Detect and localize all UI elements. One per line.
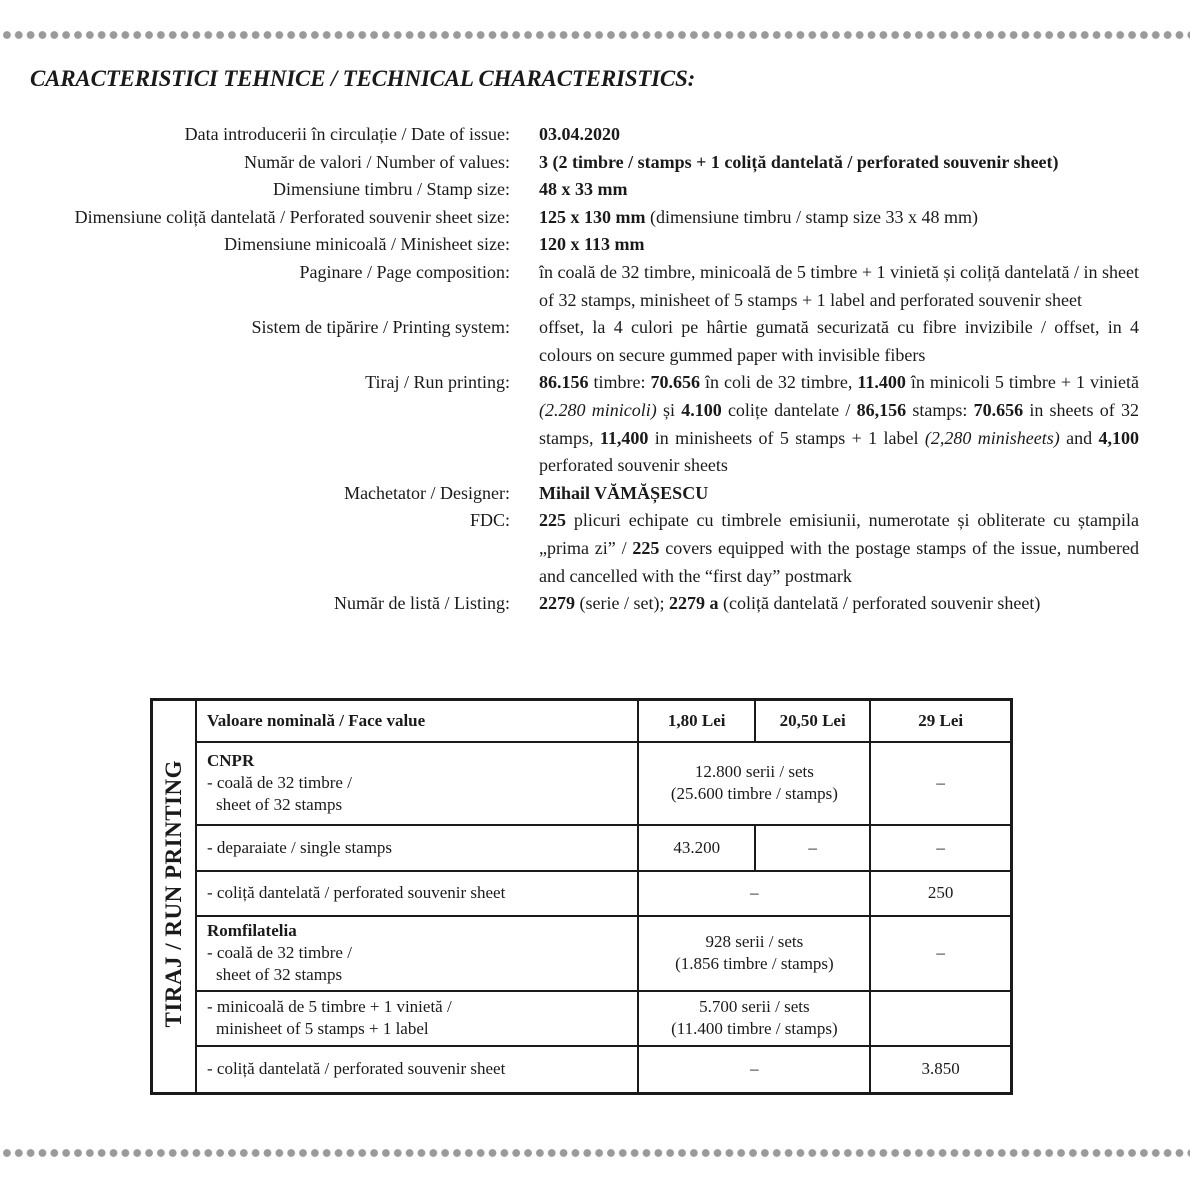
row-value: – — [638, 1046, 870, 1094]
row-value: – — [870, 825, 1011, 871]
value-header-2: 20,50 Lei — [755, 700, 870, 742]
row-value — [870, 991, 1011, 1046]
spec-value: 86.156 timbre: 70.656 în coli de 32 timbre, 11.400 în minicoli 5 timbre + 1 vinietă (2.280 minicoli) și 4.100 colițe dantelate / 86,156 stamps: 70.656 in sheets of 32 stamps, 11,400 in minisheets of 5 stamps + 1 label (2,280 minisheets) and 4,100 perforated souvenir sheets — [539, 372, 1140, 476]
spec-value: 125 x 130 mm (dimensiune timbru / stamp size 33 x 48 mm) — [539, 206, 978, 227]
value-header-3: 29 Lei — [870, 700, 1011, 742]
spec-value: 120 x 113 mm — [539, 234, 645, 255]
spec-label: Sistem de tipărire / Printing system: — [251, 317, 510, 338]
row-value: – — [870, 742, 1011, 825]
table-row — [152, 825, 1012, 871]
spec-row-sheet-size — [0, 204, 1190, 232]
spec-value: 48 x 33 mm — [539, 179, 628, 200]
spec-row-printing-system — [0, 314, 1190, 369]
side-label: TIRAJ / RUN PRINTING — [152, 700, 197, 1094]
spec-row-run-printing — [0, 369, 1190, 479]
spec-row-stamp-size — [0, 176, 1190, 204]
spec-value: 3 (2 timbre / stamps + 1 coliță dantelată / perforated souvenir sheet) — [539, 151, 1059, 172]
table-header-row — [152, 700, 1012, 742]
face-value-header: Valoare nominală / Face value — [196, 700, 638, 742]
spec-row-issue-date — [0, 121, 1190, 149]
table-row — [152, 916, 1012, 991]
spec-label: Număr de listă / Listing: — [334, 593, 510, 614]
run-printing-table — [150, 698, 1013, 1095]
row-value: 250 — [870, 871, 1011, 916]
spec-label: Machetator / Designer: — [344, 482, 510, 503]
table-row — [152, 1046, 1012, 1094]
spec-label: Dimensiune coliță dantelată / Perforated souvenir sheet size: — [74, 206, 510, 227]
spec-value: 03.04.2020 — [539, 124, 620, 144]
spec-label: Dimensiune timbru / Stamp size: — [273, 179, 510, 200]
row-label: - deparaiate / single stamps — [196, 825, 638, 871]
dotted-divider-top — [0, 30, 1190, 40]
spec-row-listing — [0, 590, 1190, 618]
row-value: 928 serii / sets (1.856 timbre / stamps) — [638, 916, 870, 991]
row-value: – — [755, 825, 870, 871]
table-row — [152, 871, 1012, 916]
row-label: CNPR - coală de 32 timbre / sheet of 32 stamps — [196, 742, 638, 825]
spec-label: Paginare / Page composition: — [299, 261, 510, 282]
technical-characteristics — [0, 121, 1190, 618]
row-value: 3.850 — [870, 1046, 1011, 1094]
value-header-1: 1,80 Lei — [638, 700, 754, 742]
row-label: Romfilatelia - coală de 32 timbre / sheet of 32 stamps — [196, 916, 638, 991]
spec-value: în coală de 32 timbre, minicoală de 5 timbre + 1 vinietă și coliță dantelată / in sheet of 32 stamps, minisheet of 5 stamps + 1 label and perforated souvenir sheet — [539, 261, 1139, 310]
spec-value: Mihail VĂMĂȘESCU — [539, 482, 709, 503]
row-label: - coliță dantelată / perforated souvenir sheet — [196, 871, 638, 916]
spec-row-fdc — [0, 507, 1190, 590]
spec-label: Tiraj / Run printing: — [365, 372, 510, 393]
spec-row-number-of-values — [0, 149, 1190, 177]
page-title: CARACTERISTICI TEHNICE / TECHNICAL CHARACTERISTICS: — [30, 66, 696, 91]
row-value: 5.700 serii / sets (11.400 timbre / stamps) — [638, 991, 870, 1046]
row-value: 43.200 — [638, 825, 754, 871]
spec-row-designer — [0, 480, 1190, 508]
spec-value: offset, la 4 culori pe hârtie gumată securizată cu fibre invizibile / offset, in 4 colours on secure gummed paper with invisible fibers — [539, 317, 1139, 365]
spec-row-minisheet-size — [0, 231, 1190, 259]
spec-value: 2279 (serie / set); 2279 a (coliță dantelată / perforated souvenir sheet) — [539, 593, 1041, 614]
row-label: - minicoală de 5 timbre + 1 vinietă / minisheet of 5 stamps + 1 label — [196, 991, 638, 1046]
spec-label: Data introducerii în circulație / Date of issue: — [184, 124, 510, 144]
spec-value: 225 plicuri echipate cu timbrele emisiunii, numerotate și obliterate cu ștampila „prima zi” / 225 covers equipped with the postage stamps of the issue, numbered and cancelled with the “first day” postmark — [539, 510, 1139, 586]
table-row — [152, 742, 1012, 825]
spec-label: FDC: — [469, 510, 510, 531]
spec-row-page-composition — [0, 259, 1190, 314]
row-value: 12.800 serii / sets (25.600 timbre / stamps) — [638, 742, 870, 825]
row-value: – — [638, 871, 870, 916]
spec-label: Număr de valori / Number of values: — [244, 151, 510, 172]
row-label: - coliță dantelată / perforated souvenir sheet — [196, 1046, 638, 1094]
table-row — [152, 991, 1012, 1046]
row-value: – — [870, 916, 1011, 991]
dotted-divider-bottom — [0, 1148, 1190, 1158]
spec-label: Dimensiune minicoală / Minisheet size: — [224, 234, 510, 255]
